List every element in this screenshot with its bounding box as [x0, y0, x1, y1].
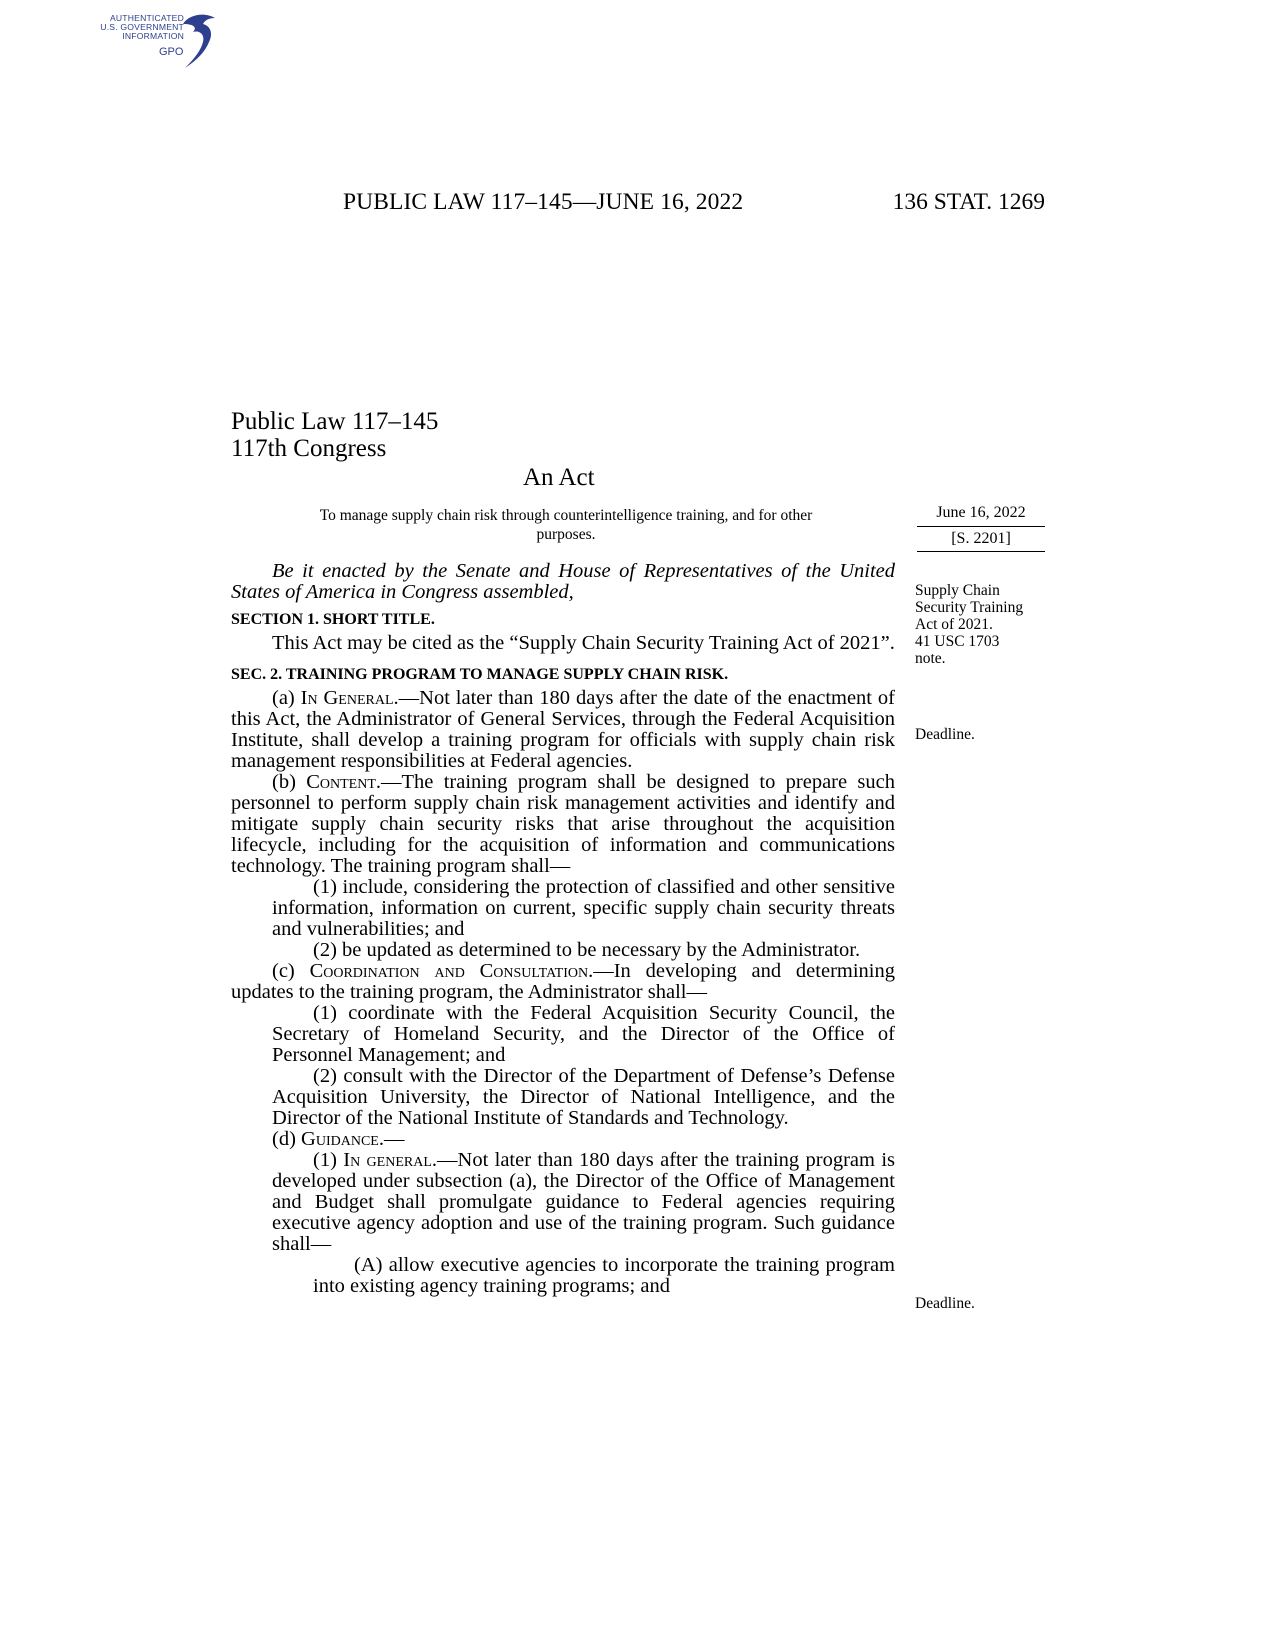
section-1-text: This Act may be cited as the “Supply Chain Security Training Act of 2021”. [272, 632, 895, 654]
margin-note-line: note. [915, 650, 946, 667]
margin-note-line: Act of 2021. [915, 616, 993, 633]
purpose-statement [246, 506, 886, 544]
subsection-d [231, 1129, 895, 1150]
subsection-b-text: .—The training program shall be designed to prepare such personnel to perform supply chain risk management activities and identify and mitigate supply chain security risks that arise throughout the acquisition lifecycle, including for the acquisition of information and communications technology. The training program shall— [231, 771, 895, 877]
paragraph-d1-label: (1) [313, 1149, 344, 1171]
bill-number: [S. 2201] [917, 527, 1045, 552]
seal-text-line2: U.S. GOVERNMENT [100, 22, 184, 32]
congress-number: 117th Congress [231, 435, 387, 462]
subsection-c [231, 961, 895, 1003]
subsection-a-label: (a) [272, 687, 301, 709]
paragraph-b1: (1) include, considering the protection of classified and other sensitive information, information on current, specific supply chain security threats and vulnerabilities; and [272, 876, 895, 940]
act-body [231, 561, 895, 1297]
running-head: PUBLIC LAW 117–145—JUNE 16, 2022 [343, 189, 744, 215]
paragraph-b2: (2) be updated as determined to be necessary by the Administrator. [313, 939, 861, 961]
margin-note-line: 41 USC 1703 [915, 633, 1000, 650]
seal-gpo-mark: GPO [159, 46, 184, 58]
subsection-a-heading: In General [300, 687, 394, 709]
subsection-a-text: .—Not later than 180 days after the date of the enactment of this Act, the Administrator of General Services, through the Federal Acquisition Institute, shall develop a training program for officials with supply chain risk management responsibilities at Federal agencies. [231, 687, 895, 772]
act-heading: An Act [523, 464, 595, 491]
subparagraph-dA: (A) allow executive agencies to incorporate the training program into existing agency training programs; and [313, 1254, 895, 1297]
subsection-c-heading: Coordination and Consultation [309, 960, 589, 982]
paragraph-c1: (1) coordinate with the Federal Acquisition Security Council, the Secretary of Homeland Security, and the Director of the Office of Personnel Management; and [272, 1002, 895, 1066]
margin-note-line: Supply Chain [915, 582, 1000, 599]
seal-text-line1: AUTHENTICATED [109, 13, 184, 23]
subsection-d-label: (d) [272, 1128, 302, 1150]
subsection-d-text: .— [378, 1128, 405, 1150]
paragraph-d1-heading: In general [343, 1149, 432, 1171]
paragraph-d1-text: .—Not later than 180 days after the training program is developed under subsection (a), the Director of the Office of Management and Budget shall promulgate guidance to Federal agencies requiring executive agency adoption and use of the training program. Such guidance shall— [272, 1149, 895, 1255]
enactment-date-box [917, 504, 1045, 552]
subsection-b-label: (b) [272, 771, 307, 793]
enacting-clause: Be it enacted by the Senate and House of Representatives of the United States of America in Congress assembled, [231, 560, 895, 603]
eagle-icon [175, 10, 225, 76]
margin-note-deadline-2: Deadline. [915, 1295, 975, 1312]
margin-note-deadline-1: Deadline. [915, 726, 975, 743]
subsection-a [231, 688, 895, 772]
subsection-b [231, 772, 895, 877]
section-1-heading: SECTION 1. SHORT TITLE. [231, 611, 435, 628]
margin-note-short-title [915, 582, 1055, 667]
margin-note-line: Security Training [915, 599, 1024, 616]
law-number: Public Law 117–145 [231, 408, 439, 435]
enactment-date: June 16, 2022 [917, 504, 1045, 527]
gpo-authentication-seal [95, 10, 230, 76]
purpose-line-1: To manage supply chain risk through counterintelligence training, and for other [319, 507, 813, 524]
paragraph-c2: (2) consult with the Director of the Department of Defense’s Defense Acquisition University, the Director of National Intelligence, and the Director of the National Institute of Standards and Technology. [272, 1065, 895, 1129]
paragraph-d1 [231, 1150, 895, 1255]
subsection-c-text: .—In developing and determining updates to the training program, the Administrator shall— [231, 960, 895, 1003]
purpose-line-2: purposes. [536, 526, 596, 543]
subsection-d-heading: Guidance [301, 1128, 379, 1150]
subsection-c-label: (c) [272, 960, 310, 982]
section-2-heading: SEC. 2. TRAINING PROGRAM TO MANAGE SUPPLY CHAIN RISK. [231, 666, 729, 683]
statute-page-number: 136 STAT. 1269 [892, 189, 1045, 215]
subsection-b-heading: Content [306, 771, 376, 793]
seal-text-line3: INFORMATION [122, 31, 184, 41]
